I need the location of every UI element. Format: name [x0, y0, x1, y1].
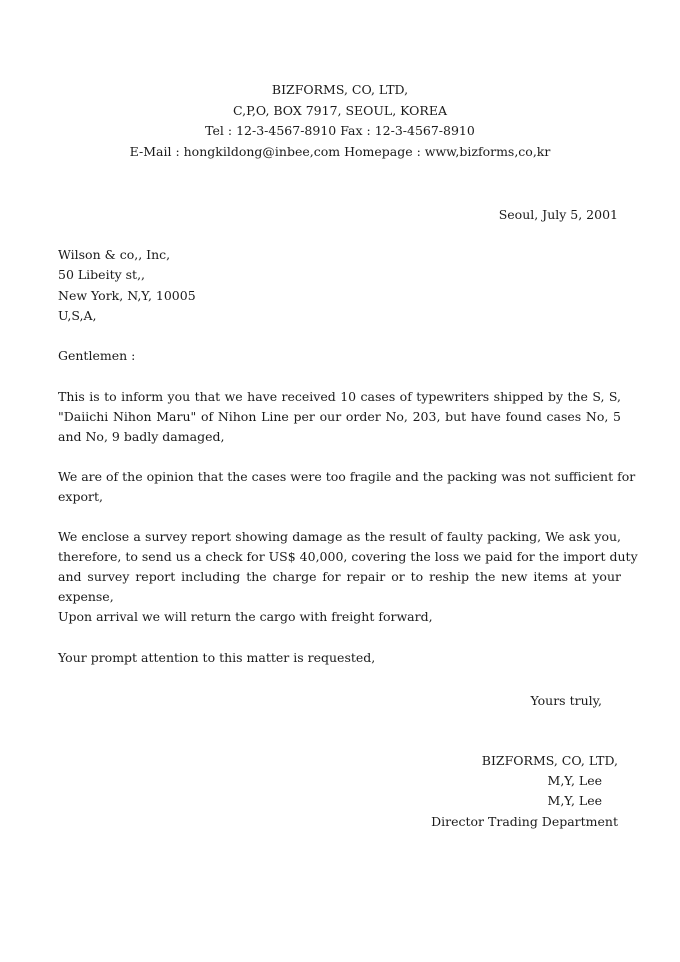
- recipient-street: 50 Libeity st,,: [58, 267, 146, 282]
- letter-date: Seoul, July 5, 2001: [498, 207, 618, 222]
- paragraph-line: expense,: [58, 589, 114, 604]
- paragraph-line: We enclose a survey report showing damage as the result of faulty packing, We ask you,: [58, 529, 621, 544]
- paragraph-line: export,: [58, 489, 103, 504]
- paragraph-line: We are of the opinion that the cases were too fragile and the packing was not sufficient for: [58, 469, 636, 484]
- paragraph-line: therefore, to send us a check for US$ 40,000, covering the loss we paid for the import duty: [58, 549, 638, 564]
- paragraph-line: "Daiichi Nihon Maru" of Nihon Line per our order No, 203, but have found cases No, 5: [58, 409, 621, 424]
- paragraph-4: Upon arrival we will return the cargo with freight forward,: [58, 609, 433, 624]
- paragraph-line: and No, 9 badly damaged,: [58, 429, 225, 444]
- signature-name-2: M,Y, Lee: [547, 793, 602, 808]
- letterhead-online: E-Mail : hongkildong@inbee,com Homepage : www,bizforms,co,kr: [129, 144, 551, 159]
- recipient-country: U,S,A,: [58, 308, 97, 323]
- closing: Yours truly,: [530, 693, 602, 708]
- recipient-city: New York, N,Y, 10005: [58, 288, 196, 303]
- paragraph-line: and survey report including the charge for repair or to reship the new items at your: [58, 569, 621, 584]
- salutation: Gentlemen :: [58, 348, 136, 363]
- paragraph-5: Your prompt attention to this matter is requested,: [58, 650, 376, 665]
- paragraph-3: [58, 527, 638, 607]
- letterhead-address: C,P,O, BOX 7917, SEOUL, KOREA: [232, 103, 447, 118]
- letterhead-contact: Tel : 12-3-4567-8910 Fax : 12-3-4567-8910: [205, 123, 475, 138]
- paragraph-line: This is to inform you that we have received 10 cases of typewriters shipped by the S, S,: [58, 389, 621, 404]
- paragraph-1: [58, 387, 621, 447]
- paragraph-2: [58, 467, 636, 507]
- recipient-name: Wilson & co,, Inc,: [58, 247, 171, 262]
- signature-company: BIZFORMS, CO, LTD,: [481, 753, 618, 768]
- letterhead-company: BIZFORMS, CO, LTD,: [271, 82, 409, 97]
- signature-name-1: M,Y, Lee: [547, 773, 602, 788]
- signature-title: Director Trading Department: [431, 814, 618, 829]
